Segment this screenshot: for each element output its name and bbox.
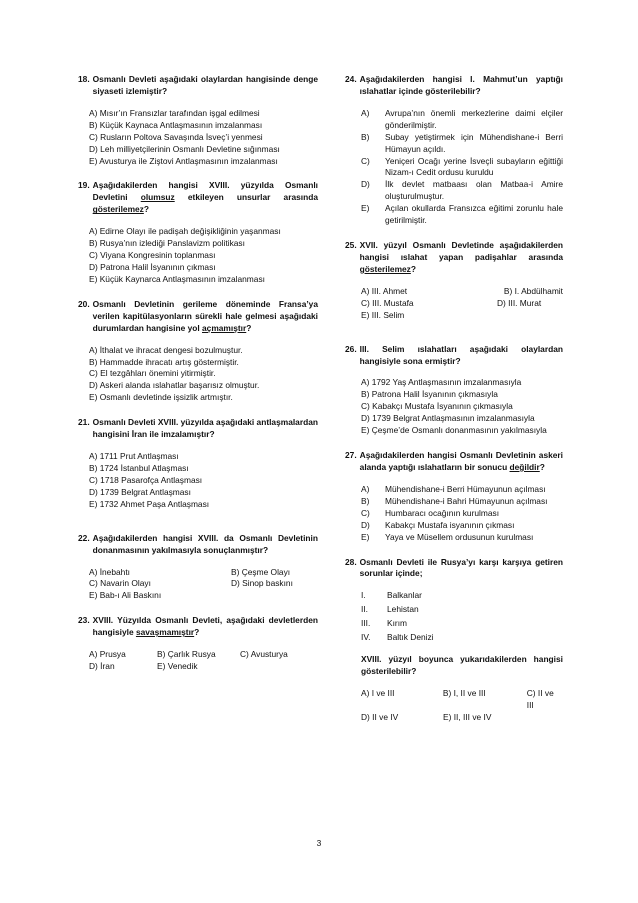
question-number: 24. [345,74,357,84]
item-1: I. Balkanlar [361,590,422,601]
option-b: B) Patrona Halil İsyanının çıkmasıyla [361,389,498,400]
option-d: D) 1739 Belgrat Antlaşması [89,486,191,497]
option-e: E) Açılan okullarda Fransızca eğitimi zorunlu hale getirilmiştir. [361,203,563,226]
question-number: 22. [78,532,90,543]
question-23 [78,615,318,673]
question-text: III. Selim ıslahatları aşağıdaki olaylardan hangisiyle sona ermiştir? [359,343,563,366]
option-d: D) Leh milliyetçilerinin Osmanlı Devletine sığınması [89,143,280,154]
option-b: B) Çeşme Olayı [231,566,291,577]
option-a: A) Mühendishane-i Berri Hümayunun açılması [361,483,546,494]
option-a: A) Prusya [89,649,126,660]
option-d: D) Kabakçı Mustafa isyanının çıkması [361,519,515,530]
option-b: B) Rusya’nın izlediği Panslavizm politikası [89,238,245,249]
question-number: 25. [345,240,357,251]
question-number: 18. [78,74,90,84]
option-c: C) Yeniçeri Ocağı yerine İsveçli subayların eğittiği Nizam-ı Cedit ordusu kuruldu [361,155,563,178]
option-c: C) II ve III [526,687,554,710]
item-2: II. Lehistan [361,604,419,615]
option-a: A) Edirne Olayı ile padişah değişikliğinin yaşanması [89,226,281,237]
option-a: A) Mısır’ın Fransızlar tarafından işgal edilmesi [89,107,260,118]
option-a: A) 1711 Prut Antlaşması [89,451,179,462]
option-d: D) II ve IV [361,711,399,722]
option-d: D) III. Murat [497,297,542,308]
question-number: 27. [345,450,357,461]
question-18 [78,74,318,167]
option-d: D) Patrona Halil İsyanının çıkması [89,261,216,272]
option-e: E) Venedik [157,661,198,672]
question-text: Aşağıdakilerden hangisi Osmanlı Devletinin askeri alanda yaptığı ıslahatların bir sonucu değildir? [359,450,563,472]
question-text: Osmanlı Devleti XVIII. yüzyılda aşağıdaki antlaşmalardan hangisini İran ile imzalamıştır? [92,417,318,440]
question-22 [78,533,318,603]
question-text: XVIII. Yüzyılda Osmanlı Devleti, aşağıdaki devletlerden hangisiyle savaşmamıştır? [92,615,318,638]
option-d: D) 1739 Belgrat Antlaşmasının imzalanmasıyla [361,413,535,424]
question-20 [78,299,318,404]
option-c: C) Avusturya [240,649,288,660]
page-number: 3 [316,838,322,848]
question-number: 20. [78,298,90,309]
option-e: E) Avusturya ile Ziştovi Antlaşmasının imzalanması [89,155,278,166]
option-e: E) Yaya ve Müsellem ordusunun kurulması [361,531,534,542]
question-24 [345,74,563,227]
option-d: D) İran [89,661,115,672]
sub-question-text: XVIII. yüzyıl boyunca yukarıdakilerden hangisi gösterilebilir? [361,654,563,676]
option-e: E) 1732 Ahmet Paşa Antlaşması [89,498,210,509]
option-e: E) II, III ve IV [443,711,492,722]
question-number: 26. [345,343,357,354]
question-number: 21. [78,417,90,428]
option-b: B) I. Abdülhamit [503,285,563,296]
question-21 [78,417,318,510]
option-d: D) İlk devlet matbaası olan Matbaa-i Amire oluşturulmuştur. [361,179,563,202]
question-text: Osmanlı Devleti aşağıdaki olaylardan hangisinde denge siyaseti izlemiştir? [92,74,318,96]
option-e: E) Osmanlı devletinde işsizlik artmıştır. [89,392,233,403]
option-a: A) İthalat ve ihracat dengesi bozulmuştur. [89,344,243,355]
option-e: E) Bab-ı Ali Baskını [89,590,162,601]
question-text: Aşağıdakilerden hangisi XVIII. yüzyılda Osmanlı Devletini olumsuz etkileyen unsurlar arasında gösterilemez? [92,180,318,215]
option-e: E) III. Selim [361,309,405,320]
question-text: Osmanlı Devleti ile Rusya’yı karşı karşıya getiren sorunlar içinde; [359,556,563,579]
option-a: A) 1792 Yaş Antlaşmasının imzalanmasıyla [361,377,522,388]
question-number: 28. [345,556,357,567]
question-text: Aşağıdakilerden hangisi XVIII. da Osmanlı Devletinin donanmasının yakılmasıyla sonuçlanmıştır? [92,532,318,555]
right-column [345,74,563,737]
option-b: B) Mühendishane-i Bahri Hümayunun açılması [361,495,548,506]
option-a: A) I ve III [361,687,395,698]
option-b: B) Subay yetiştirmek için Mühendishane-i Berri Hümayun açıldı. [361,131,563,154]
question-text: XVII. yüzyıl Osmanlı Devletinde aşağıdakilerden hangisi ıslahat yapan padişahlar arasında gösterilemez? [359,240,563,274]
item-3: III. Kırım [361,618,408,629]
question-number: 19. [78,180,90,191]
option-e: E) Çeşme’de Osmanlı donanmasının yakılmasıyla [361,425,547,436]
option-b: B) I, II ve III [442,687,486,698]
option-c: C) El tezgâhları önemini yitirmiştir. [89,368,216,379]
option-b: B) Hammadde ihracatı artış göstermiştir. [89,356,239,367]
option-c: C) Navarin Olayı [89,578,151,589]
option-b: B) Küçük Kaynaca Antlaşmasının imzalanması [89,119,263,130]
question-text: Osmanlı Devletinin gerileme döneminde Fransa’ya verilen kapitülasyonların sürekli hale gelmesi aşağıdaki durumlardan hangisine yol açmamıştır? [92,298,318,333]
question-27 [345,450,563,543]
option-e: E) Küçük Kaynarca Antlaşmasının imzalanması [89,273,265,284]
option-a: A) İnebahtı [89,566,130,577]
option-b: B) Çarlık Rusya [157,649,216,660]
left-column [78,74,318,686]
option-c: C) Kabakçı Mustafa İsyanının çıkmasıyla [361,401,513,412]
question-28 [345,557,563,724]
option-c: C) Viyana Kongresinin toplanması [89,250,216,261]
item-4: IV. Baltık Denizi [361,632,434,643]
option-b: B) 1724 İstanbul Atlaşması [89,462,189,473]
option-c: C) Humbaracı ocağının kurulması [361,507,500,518]
option-a: A) III. Ahmet [361,285,408,296]
option-d: D) Sinop baskını [231,578,293,589]
option-c: C) III. Mustafa [361,297,414,308]
option-c: C) Rusların Poltova Savaşında İsveç’i yenmesi [89,131,263,142]
question-text: Aşağıdakilerden hangisi I. Mahmut’un yaptığı ıslahatlar içinde gösterilebilir? [359,74,563,96]
option-a: A) Avrupa’nın önemli merkezlerine daimi elçiler gönderilmiştir. [361,107,563,130]
question-25 [345,240,563,322]
option-d: D) Askeri alanda ıslahatlar başarısız olmuştur. [89,380,260,391]
question-19 [78,180,318,285]
option-c: C) 1718 Pasarofça Antlaşması [89,474,203,485]
question-26 [345,344,563,437]
question-number: 23. [78,615,90,626]
